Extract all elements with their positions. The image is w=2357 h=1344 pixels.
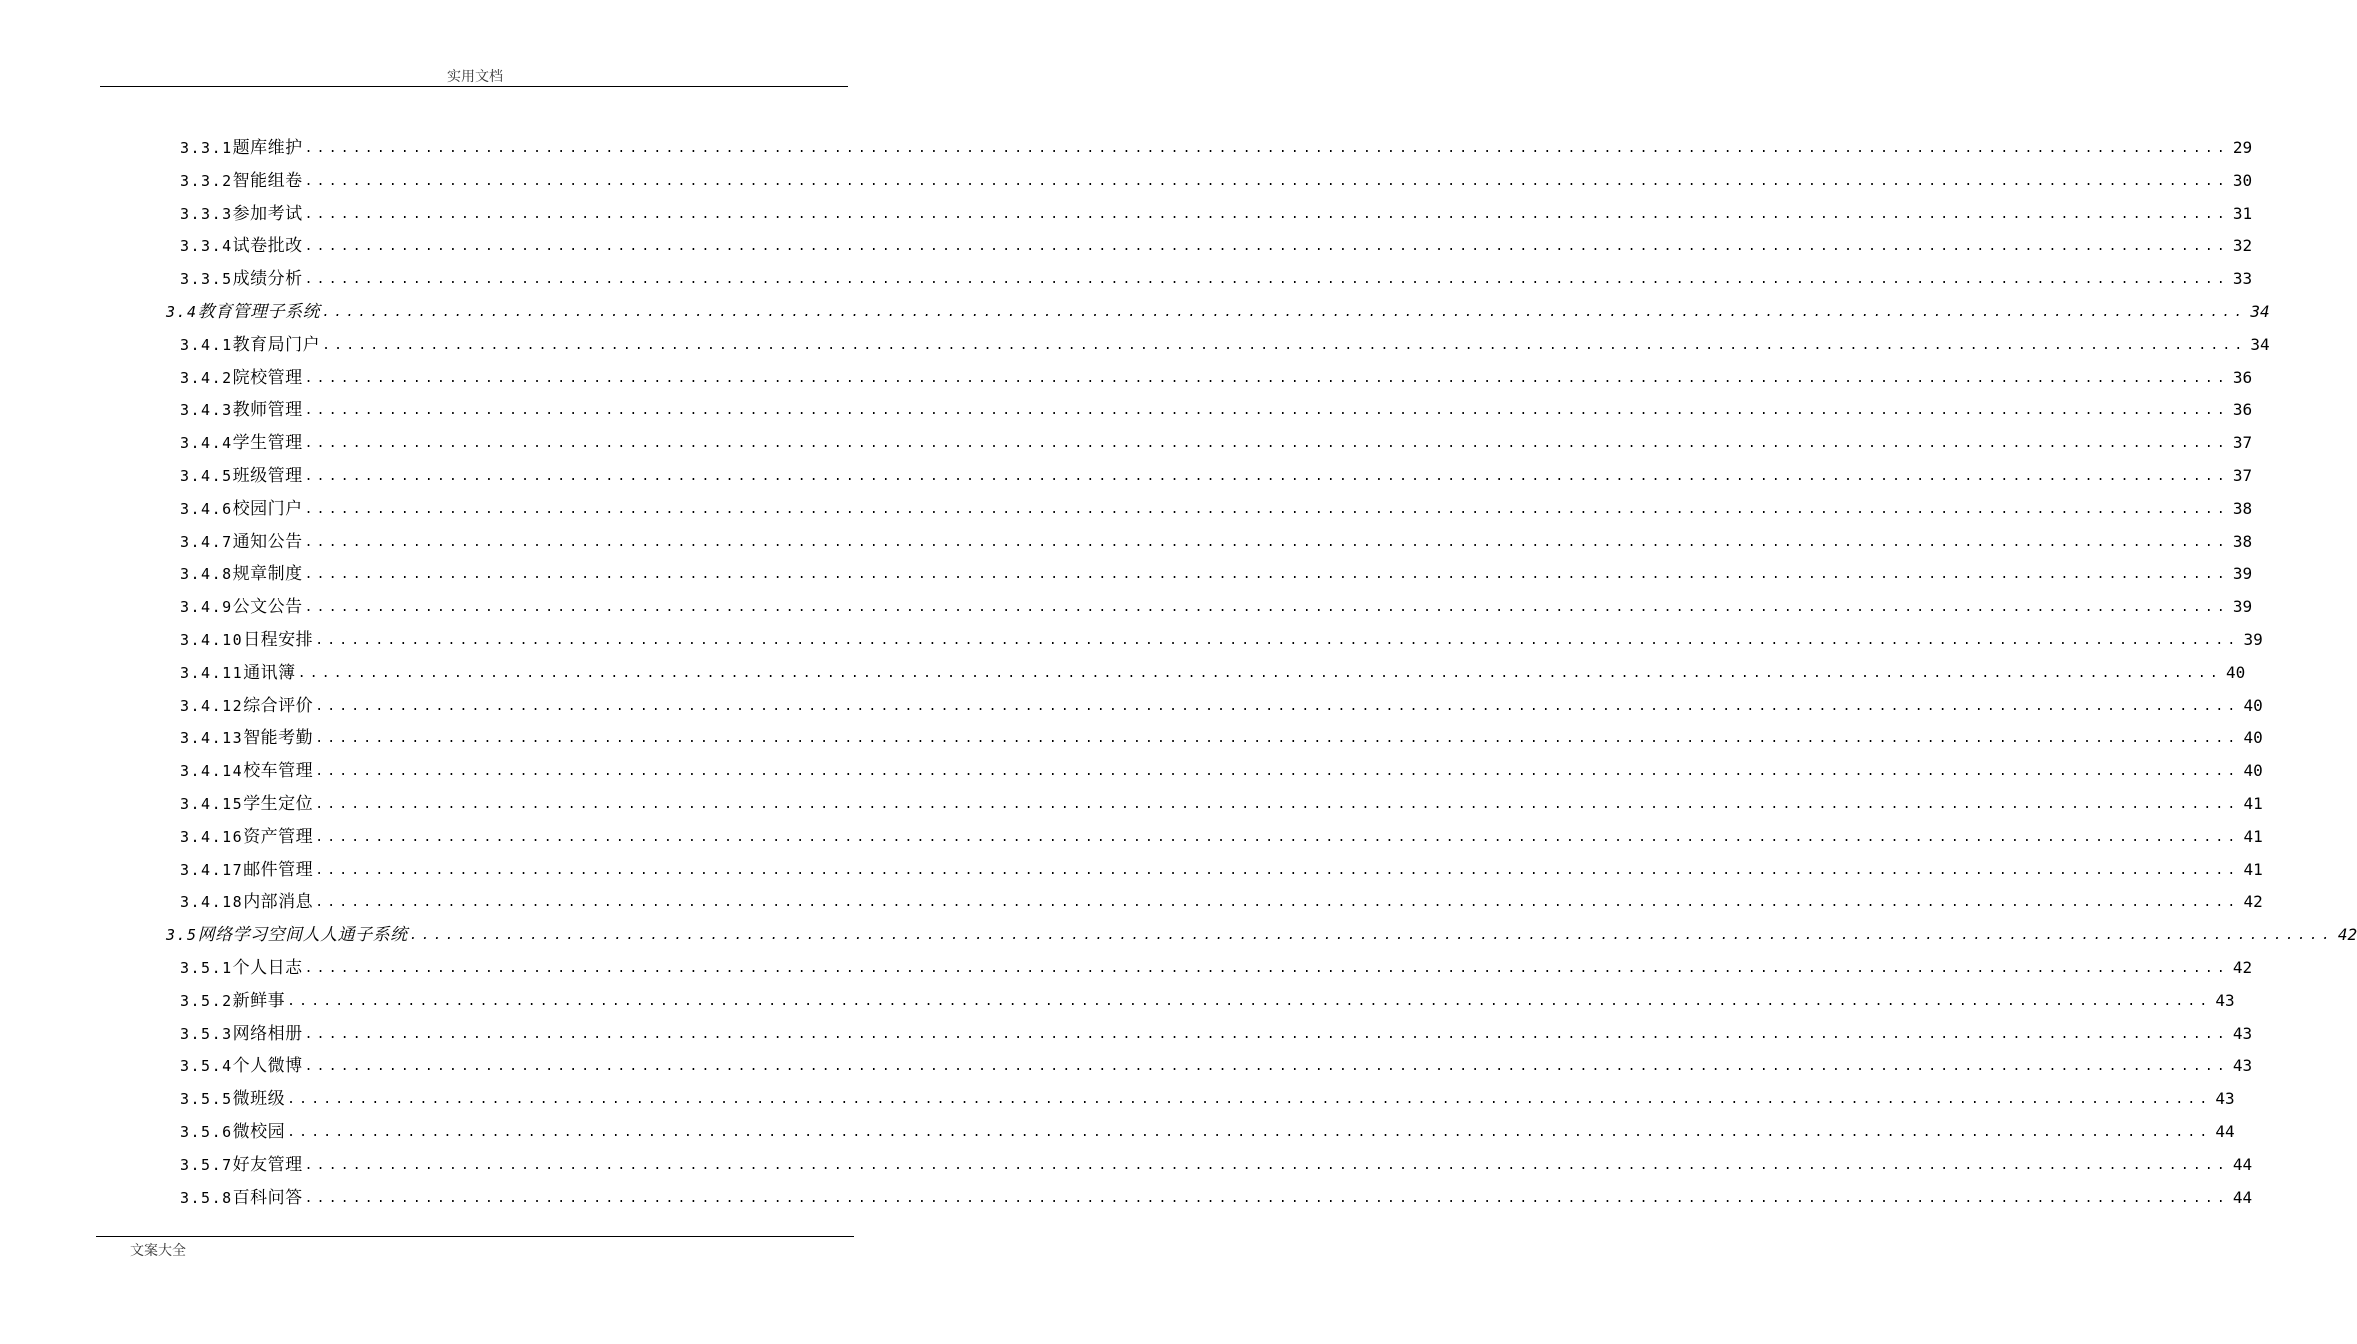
toc-entry-title: 网络学习空间人人通子系统 — [197, 925, 408, 945]
toc-entry-title: 学生定位 — [243, 794, 314, 814]
toc-dot-leader: ................................................................................................................................................................ — [315, 797, 2240, 812]
toc-entry-title: 微校园 — [232, 1122, 286, 1142]
toc-entry[interactable] — [180, 1149, 2253, 1181]
toc-entry-title: 题库维护 — [232, 138, 303, 158]
toc-dot-leader: ................................................................................................................................................................ — [304, 1158, 2229, 1173]
toc-entry-title: 班级管理 — [232, 466, 303, 486]
toc-entry-page: 39 — [2232, 597, 2253, 616]
toc-dot-leader: ................................................................................................................................................................ — [315, 699, 2240, 714]
page-header: 实用文档 — [447, 69, 503, 85]
toc-entry-number: 3.5 — [166, 926, 198, 944]
toc-entry-number: 3.3.5 — [180, 270, 233, 288]
toc-entry-title: 院校管理 — [232, 368, 303, 388]
toc-entry-number: 3.3.1 — [180, 139, 233, 157]
toc-entry[interactable] — [180, 1083, 2235, 1115]
toc-entry-title: 成绩分析 — [232, 269, 303, 289]
toc-entry-number: 3.4.10 — [180, 631, 244, 649]
toc-dot-leader: ................................................................................................................................................................ — [304, 535, 2229, 550]
toc-entry[interactable] — [180, 886, 2263, 918]
header-rule — [100, 86, 848, 87]
toc-entry-page: 39 — [2243, 630, 2263, 649]
toc-entry[interactable] — [180, 230, 2253, 262]
toc-dot-leader: ................................................................................................................................................................ — [304, 141, 2229, 156]
toc-entry-title: 参加考试 — [232, 204, 303, 224]
toc-dot-leader: ................................................................................................................................................................ — [322, 338, 2247, 353]
toc-dot-leader: ................................................................................................................................................................ — [304, 239, 2229, 254]
toc-entry-title: 综合评价 — [243, 696, 314, 716]
toc-dot-leader: ................................................................................................................................................................ — [287, 1092, 2212, 1107]
toc-entry-number: 3.5.4 — [180, 1057, 233, 1075]
toc-entry-page: 42 — [2243, 892, 2263, 911]
toc-entry[interactable] — [180, 493, 2253, 525]
toc-entry-number: 3.4.8 — [180, 565, 233, 583]
toc-entry-title: 智能考勤 — [243, 728, 314, 748]
toc-entry-number: 3.4.7 — [180, 533, 233, 551]
toc-entry-page: 44 — [2232, 1188, 2253, 1207]
toc-entry-title: 网络相册 — [232, 1024, 303, 1044]
toc-entry-title: 新鲜事 — [232, 991, 286, 1011]
toc-entry[interactable] — [180, 558, 2253, 590]
toc-dot-leader: ................................................................................................................................................................ — [409, 928, 2334, 943]
toc-entry[interactable] — [180, 394, 2253, 426]
toc-entry[interactable] — [180, 329, 2270, 361]
toc-dot-leader: ................................................................................................................................................................ — [287, 1125, 2212, 1140]
toc-dot-leader: ................................................................................................................................................................ — [287, 994, 2212, 1009]
toc-entry-number: 3.3.4 — [180, 237, 233, 255]
toc-entry-number: 3.4.6 — [180, 500, 233, 518]
toc-dot-leader: ................................................................................................................................................................ — [315, 731, 2240, 746]
toc-entry-page: 31 — [2232, 204, 2253, 223]
toc-dot-leader: ................................................................................................................................................................ — [304, 207, 2229, 222]
toc-entry-number: 3.3.3 — [180, 205, 233, 223]
toc-dot-leader: ................................................................................................................................................................ — [315, 830, 2240, 845]
toc-entry-number: 3.4.17 — [180, 861, 244, 879]
toc-entry-number: 3.4.11 — [180, 664, 244, 682]
toc-entry-page: 42 — [2337, 925, 2357, 944]
toc-entry[interactable] — [180, 985, 2235, 1017]
toc-dot-leader: ................................................................................................................................................................ — [304, 1059, 2229, 1074]
toc-entry-title: 日程安排 — [243, 630, 314, 650]
toc-entry-title: 智能组卷 — [232, 171, 303, 191]
toc-section-entry[interactable] — [166, 919, 2357, 951]
toc-entry[interactable] — [180, 952, 2253, 984]
toc-entry[interactable] — [180, 1116, 2235, 1148]
toc-entry-number: 3.4.13 — [180, 729, 244, 747]
toc-entry[interactable] — [180, 460, 2253, 492]
toc-entry[interactable] — [180, 821, 2263, 853]
toc-entry-page: 40 — [2243, 696, 2263, 715]
toc-entry-number: 3.5.6 — [180, 1123, 233, 1141]
toc-entry-title: 好友管理 — [232, 1155, 303, 1175]
toc-dot-leader: ................................................................................................................................................................ — [304, 272, 2229, 287]
toc-entry-page: 34 — [2250, 335, 2270, 354]
toc-dot-leader: ................................................................................................................................................................ — [304, 403, 2229, 418]
toc-dot-leader: ................................................................................................................................................................ — [304, 961, 2229, 976]
toc-entry[interactable] — [180, 198, 2253, 230]
toc-entry-page: 40 — [2225, 663, 2246, 682]
toc-entry-number: 3.4.1 — [180, 336, 233, 354]
toc-dot-leader: ................................................................................................................................................................ — [322, 305, 2247, 320]
toc-entry-page: 36 — [2232, 400, 2253, 419]
toc-entry-page: 37 — [2232, 466, 2253, 485]
toc-dot-leader: ................................................................................................................................................................ — [304, 567, 2229, 582]
toc-entry[interactable] — [180, 132, 2253, 164]
toc-dot-leader: ................................................................................................................................................................ — [304, 1027, 2229, 1042]
toc-entry-number: 3.5.2 — [180, 992, 233, 1010]
toc-entry-page: 44 — [2215, 1122, 2235, 1141]
toc-entry-title: 通讯簿 — [243, 663, 296, 683]
toc-entry-page: 41 — [2243, 794, 2263, 813]
toc-entry[interactable] — [180, 722, 2263, 754]
toc-entry-page: 36 — [2232, 368, 2253, 387]
toc-dot-leader: ................................................................................................................................................................ — [304, 436, 2229, 451]
toc-entry-number: 3.4.3 — [180, 401, 233, 419]
toc-entry[interactable] — [180, 165, 2253, 197]
toc-entry-number: 3.4.16 — [180, 828, 244, 846]
toc-entry-page: 40 — [2243, 728, 2263, 747]
toc-dot-leader: ................................................................................................................................................................ — [304, 502, 2229, 517]
toc-entry-page: 43 — [2215, 1089, 2235, 1108]
toc-dot-leader: ................................................................................................................................................................ — [315, 633, 2240, 648]
footer-rule — [96, 1236, 854, 1237]
toc-dot-leader: ................................................................................................................................................................ — [304, 1191, 2229, 1206]
toc-entry[interactable] — [180, 362, 2253, 394]
toc-dot-leader: ................................................................................................................................................................ — [304, 469, 2229, 484]
toc-entry[interactable] — [180, 526, 2253, 558]
toc-entry-number: 3.4.5 — [180, 467, 233, 485]
toc-entry-number: 3.5.5 — [180, 1090, 233, 1108]
toc-entry[interactable] — [180, 263, 2253, 295]
toc-entry-number: 3.4.18 — [180, 893, 244, 911]
toc-entry-number: 3.4.2 — [180, 369, 233, 387]
toc-entry[interactable] — [180, 427, 2253, 459]
toc-entry-page: 43 — [2232, 1056, 2253, 1075]
toc-entry[interactable] — [180, 1018, 2253, 1050]
toc-entry-page: 39 — [2232, 564, 2253, 583]
toc-entry-number: 3.3.2 — [180, 172, 233, 190]
toc-dot-leader: ................................................................................................................................................................ — [315, 764, 2240, 779]
page-footer: 文案大全 — [130, 1243, 186, 1259]
toc-entry-number: 3.5.8 — [180, 1189, 233, 1207]
toc-entry-page: 41 — [2243, 860, 2263, 879]
toc-entry-page: 43 — [2232, 1024, 2253, 1043]
toc-section-entry[interactable] — [166, 296, 2270, 328]
toc-entry-title: 校园门户 — [232, 499, 303, 519]
toc-entry-title: 通知公告 — [232, 532, 303, 552]
toc-entry-page: 37 — [2232, 433, 2253, 452]
toc-entry[interactable] — [180, 591, 2253, 623]
toc-entry-page: 38 — [2232, 532, 2253, 551]
toc-entry-number: 3.5.1 — [180, 959, 233, 977]
toc-entry-page: 30 — [2232, 171, 2253, 190]
toc-entry[interactable] — [180, 755, 2263, 787]
toc-entry-number: 3.4.9 — [180, 598, 233, 616]
toc-entry-title: 微班级 — [232, 1089, 286, 1109]
toc-entry[interactable] — [180, 624, 2263, 656]
toc-entry-page: 40 — [2243, 761, 2263, 780]
toc-dot-leader: ................................................................................................................................................................ — [304, 174, 2229, 189]
toc-entry-page: 33 — [2232, 269, 2253, 288]
toc-dot-leader: ................................................................................................................................................................ — [315, 863, 2240, 878]
toc-entry-number: 3.4.14 — [180, 762, 244, 780]
toc-entry-title: 个人微博 — [232, 1056, 303, 1076]
toc-entry-page: 43 — [2215, 991, 2235, 1010]
toc-entry-page: 32 — [2232, 236, 2253, 255]
toc-entry-title: 公文公告 — [232, 597, 303, 617]
toc-entry-title: 个人日志 — [232, 958, 303, 978]
toc-dot-leader: ................................................................................................................................................................ — [304, 600, 2229, 615]
toc-entry-number: 3.4.15 — [180, 795, 244, 813]
toc-dot-leader: ................................................................................................................................................................ — [297, 666, 2222, 681]
toc-entry[interactable] — [180, 1050, 2253, 1082]
toc-entry-title: 百科问答 — [232, 1188, 303, 1208]
toc-entry-page: 42 — [2232, 958, 2253, 977]
toc-entry-title: 教师管理 — [232, 400, 303, 420]
toc-dot-leader: ................................................................................................................................................................ — [315, 895, 2240, 910]
toc-entry[interactable] — [180, 788, 2263, 820]
toc-entry-title: 试卷批改 — [232, 236, 303, 256]
toc-entry-title: 规章制度 — [232, 564, 303, 584]
toc-entry[interactable] — [180, 690, 2263, 722]
toc-entry-title: 学生管理 — [232, 433, 303, 453]
toc-entry-title: 内部消息 — [243, 892, 314, 912]
toc-entry[interactable] — [180, 657, 2246, 689]
toc-entry-page: 34 — [2250, 302, 2270, 321]
toc-entry[interactable] — [180, 1182, 2253, 1214]
toc-entry-number: 3.4.4 — [180, 434, 233, 452]
toc-entry-title: 教育管理子系统 — [197, 302, 321, 322]
toc-entry-number: 3.5.3 — [180, 1025, 233, 1043]
toc-dot-leader: ................................................................................................................................................................ — [304, 371, 2229, 386]
toc-entry-number: 3.4 — [166, 303, 198, 321]
toc-entry-title: 邮件管理 — [243, 860, 314, 880]
toc-entry-number: 3.5.7 — [180, 1156, 233, 1174]
toc-entry-title: 资产管理 — [243, 827, 314, 847]
toc-entry-page: 44 — [2232, 1155, 2253, 1174]
toc-entry-page: 29 — [2232, 138, 2253, 157]
toc-entry-number: 3.4.12 — [180, 697, 244, 715]
toc-entry[interactable] — [180, 854, 2263, 886]
toc-entry-page: 38 — [2232, 499, 2253, 518]
toc-entry-page: 41 — [2243, 827, 2263, 846]
toc-entry-title: 校车管理 — [243, 761, 314, 781]
toc-entry-title: 教育局门户 — [232, 335, 321, 355]
